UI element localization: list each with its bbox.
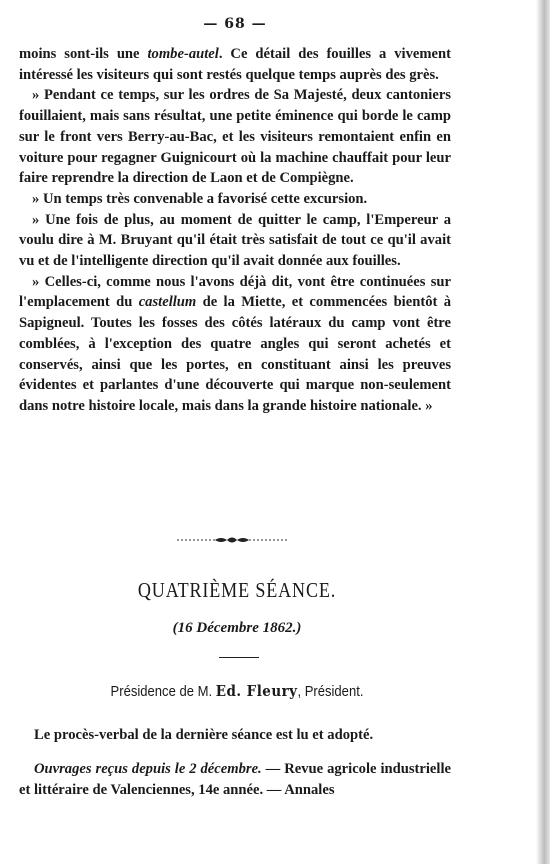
ornament-divider: [177, 535, 287, 545]
president-name: Ed. Fleury: [215, 682, 298, 700]
works-paragraph: [19, 759, 451, 800]
body-text: [19, 44, 451, 417]
paragraph-5-rest: de la Miette, et commencées bientôt à Sapigneul. Toutes les fosses des côtés latéraux du camp vont être comblées, à l'exception des quatre angles qui seront achetés et conservés, ainsi que les portes, en constituant ainsi les preuves évidentes et parlantes d'une découverte qui marque non-seulement dans notre histoire locale, mais dans la grande histoire nationale. »: [19, 294, 451, 414]
minutes-line: Le procès-verbal de la dernière séance est lu et adopté.: [34, 727, 374, 743]
page-spine-shadow: [536, 0, 550, 864]
works-lead: Ouvrages reçus depuis le 2 décembre.: [34, 761, 262, 777]
paragraph-5-emphasis: castellum: [138, 294, 197, 311]
presidence-line: [24, 682, 451, 700]
short-rule: [219, 657, 259, 658]
presidence-suffix: , Président.: [297, 684, 364, 700]
session-date: (16 Décembre 1862.): [172, 620, 302, 636]
works-received: [19, 759, 451, 800]
paragraph-1-emphasis: tombe-autel: [147, 46, 219, 62]
paragraph-5-lead: » Celles-ci, comme nous l'avons déjà dit, vont être continuées sur l'emplacement du: [19, 273, 451, 311]
works-rest: — Revue agricole industrielle et littéraire de Valenciennes, 14e année. — Annales: [19, 761, 451, 798]
section-title: QUATRIÈME SÉANCE.: [137, 578, 337, 602]
paragraph-5: [19, 272, 451, 417]
paragraph-2: » Pendant ce temps, sur les ordres de Sa Majesté, deux cantoniers fouillaient, mais sans résultat, une petite éminence qui borde le camp sur le front vers Berry-au-Bac, et les visiteurs remontaient enfin en voiture pour regagner Guignicourt où la machine chauffait pour leur faire reprendre la direction de Laon et de Compiègne.: [19, 87, 451, 187]
presidence-prefix: Présidence de M.: [110, 684, 216, 700]
page-number: — 68 —: [203, 16, 267, 32]
paragraph-4: » Une fois de plus, au moment de quitter le camp, l'Empereur a voulu dire à M. Bruyant qu'il était très satisfait de tout ce qu'il avait vu et de l'intelligente direction qu'il avait donnée aux fouilles.: [19, 211, 451, 270]
paragraph-3: » Un temps très convenable a favorisé cette excursion.: [32, 190, 368, 207]
paragraph-1-lead: moins sont-ils une: [19, 46, 148, 62]
paragraph-1-rest: . Ce détail des fouilles a vivement intéressé les visiteurs qui sont restés quelque temps auprès des grès.: [19, 46, 451, 83]
paragraph-1: [19, 44, 451, 85]
